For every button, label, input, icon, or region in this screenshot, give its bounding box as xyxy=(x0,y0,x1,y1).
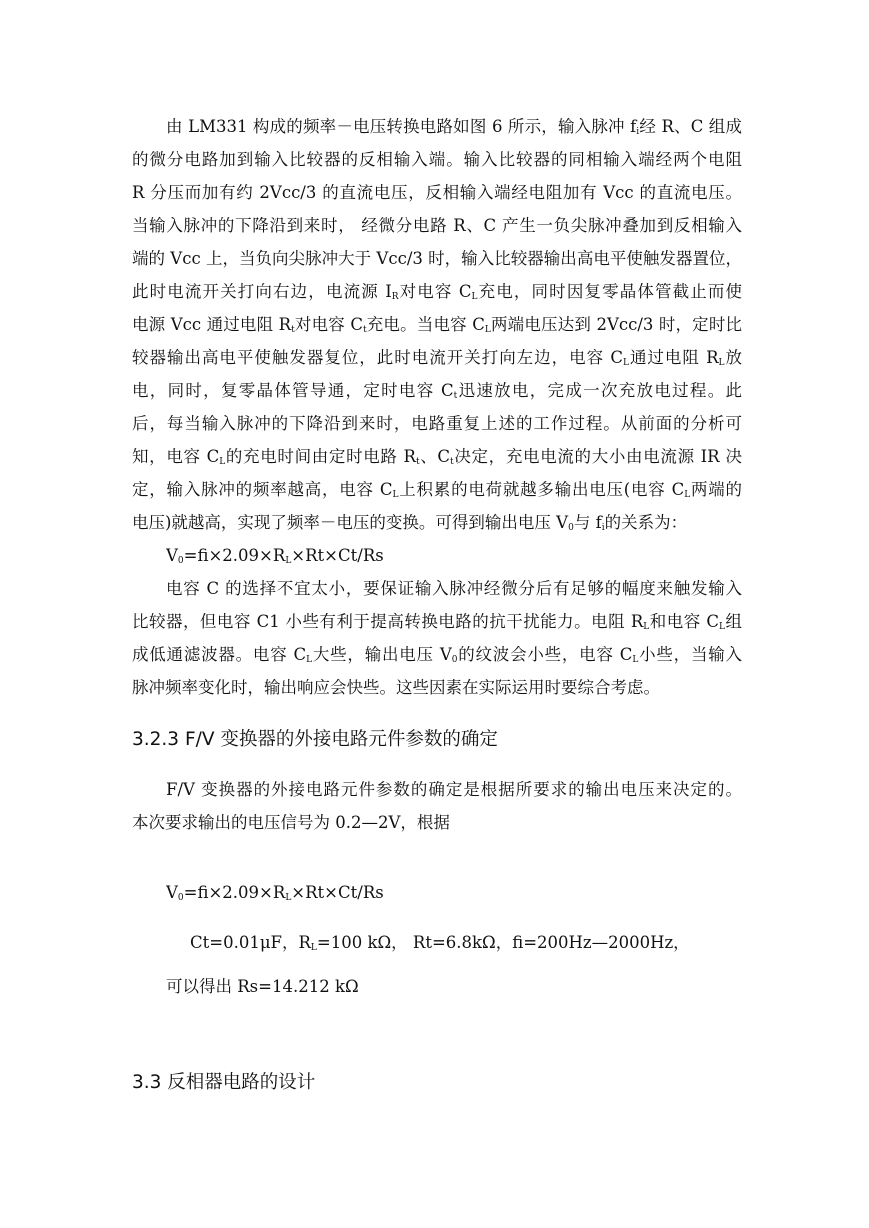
paragraph-line: 本次要求输出的电压信号为 0.2—2V，根据 xyxy=(132,813,450,832)
paragraph-line: 电容 C 的选择不宜太小，要保证输入脉冲经微分后有足够的幅度来触发输入 xyxy=(166,579,742,598)
paragraph-line: 电源 Vcc 通过电阻 $R_t$对电容 $C_t$充电。当电容 $C_L$两端电压达到 2Vcc/3 时，定时比 xyxy=(132,315,742,335)
paragraph-line: 当输入脉冲的下降沿到来时， 经微分电路 R、C 产生一负尖脉冲叠加到反相输入 xyxy=(132,216,742,235)
paragraph-line: 较器输出高电平使触发器复位，此时电流开关打向左边，电容 $C_L$通过电阻 $R_L$放 xyxy=(132,348,742,368)
paragraph-line: 成低通滤波器。电容 $C_L$大些，输出电压 $V_0$的纹波会小些，电容 $C_L$小些，当输入 xyxy=(132,645,742,665)
paragraph-line: 由 LM331 构成的频率－电压转换电路如图 6 所示，输入脉冲 $f_i$经 R、C 组成 xyxy=(166,117,742,137)
paragraph-line: R 分压而加有约 2Vcc/3 的直流电压，反相输入端经电阻加有 Vcc 的直流电压。 xyxy=(132,183,742,202)
paragraph-line: 知，电容 $C_L$的充电时间由定时电路 $R_t$、$C_t$决定，充电电流的大小由电流源 IR 决 xyxy=(132,447,742,467)
formula-line: $V_0=fi\times 2.09\times R_L\times Rt\times Ct/Rs$ xyxy=(166,883,384,903)
paragraph-line: 的微分电路加到输入比较器的反相输入端。输入比较器的同相输入端经两个电阻 xyxy=(132,150,742,169)
result-line: 可以得出 Rs=14.212 kΩ xyxy=(166,977,359,996)
paragraph-line: 电，同时，复零晶体管导通，定时电容 $C_t$迅速放电，完成一次充放电过程。此 xyxy=(132,381,742,401)
paragraph-line: F/V 变换器的外接电路元件参数的确定是根据所要求的输出电压来决定的。 xyxy=(166,780,742,799)
paragraph-line: 端的 Vcc 上，当负向尖脉冲大于 Vcc/3 时，输入比较器输出高电平使触发器置位， xyxy=(132,249,742,268)
parameters-line: Ct=0.01μF，$R_L=100$ kΩ， Rt=6.8kΩ，fi=200Hz—2000Hz， xyxy=(190,933,690,953)
paragraph-line: 比较器，但电容 C1 小些有利于提高转换电路的抗干扰能力。电阻 $R_L$和电容 $C_L$组 xyxy=(132,612,742,632)
paragraph-line: 定，输入脉冲的频率越高，电容 $C_L$上积累的电荷就越多输出电压(电容 $C_L$两端的 xyxy=(132,480,742,500)
section-heading: 3.2.3 F/V 变换器的外接电路元件参数的确定 xyxy=(132,729,498,750)
paragraph-line: 后，每当输入脉冲的下降沿到来时，电路重复上述的工作过程。从前面的分析可 xyxy=(132,414,742,433)
paragraph-line: 此时电流开关打向右边，电流源 $I_R$对电容 $C_L$充电，同时因复零晶体管截止而使 xyxy=(132,282,742,302)
section-heading: 3.3 反相器电路的设计 xyxy=(132,1072,316,1093)
formula-line: $V_0=fi\times 2.09\times R_L\times Rt\times Ct/Rs$ xyxy=(166,546,384,566)
paragraph-line: 电压)就越高，实现了频率－电压的变换。可得到输出电压 $V_0$与 $f_i$的关系为： xyxy=(132,513,688,533)
paragraph-line: 脉冲频率变化时，输出响应会快些。这些因素在实际运用时要综合考虑。 xyxy=(132,678,660,697)
